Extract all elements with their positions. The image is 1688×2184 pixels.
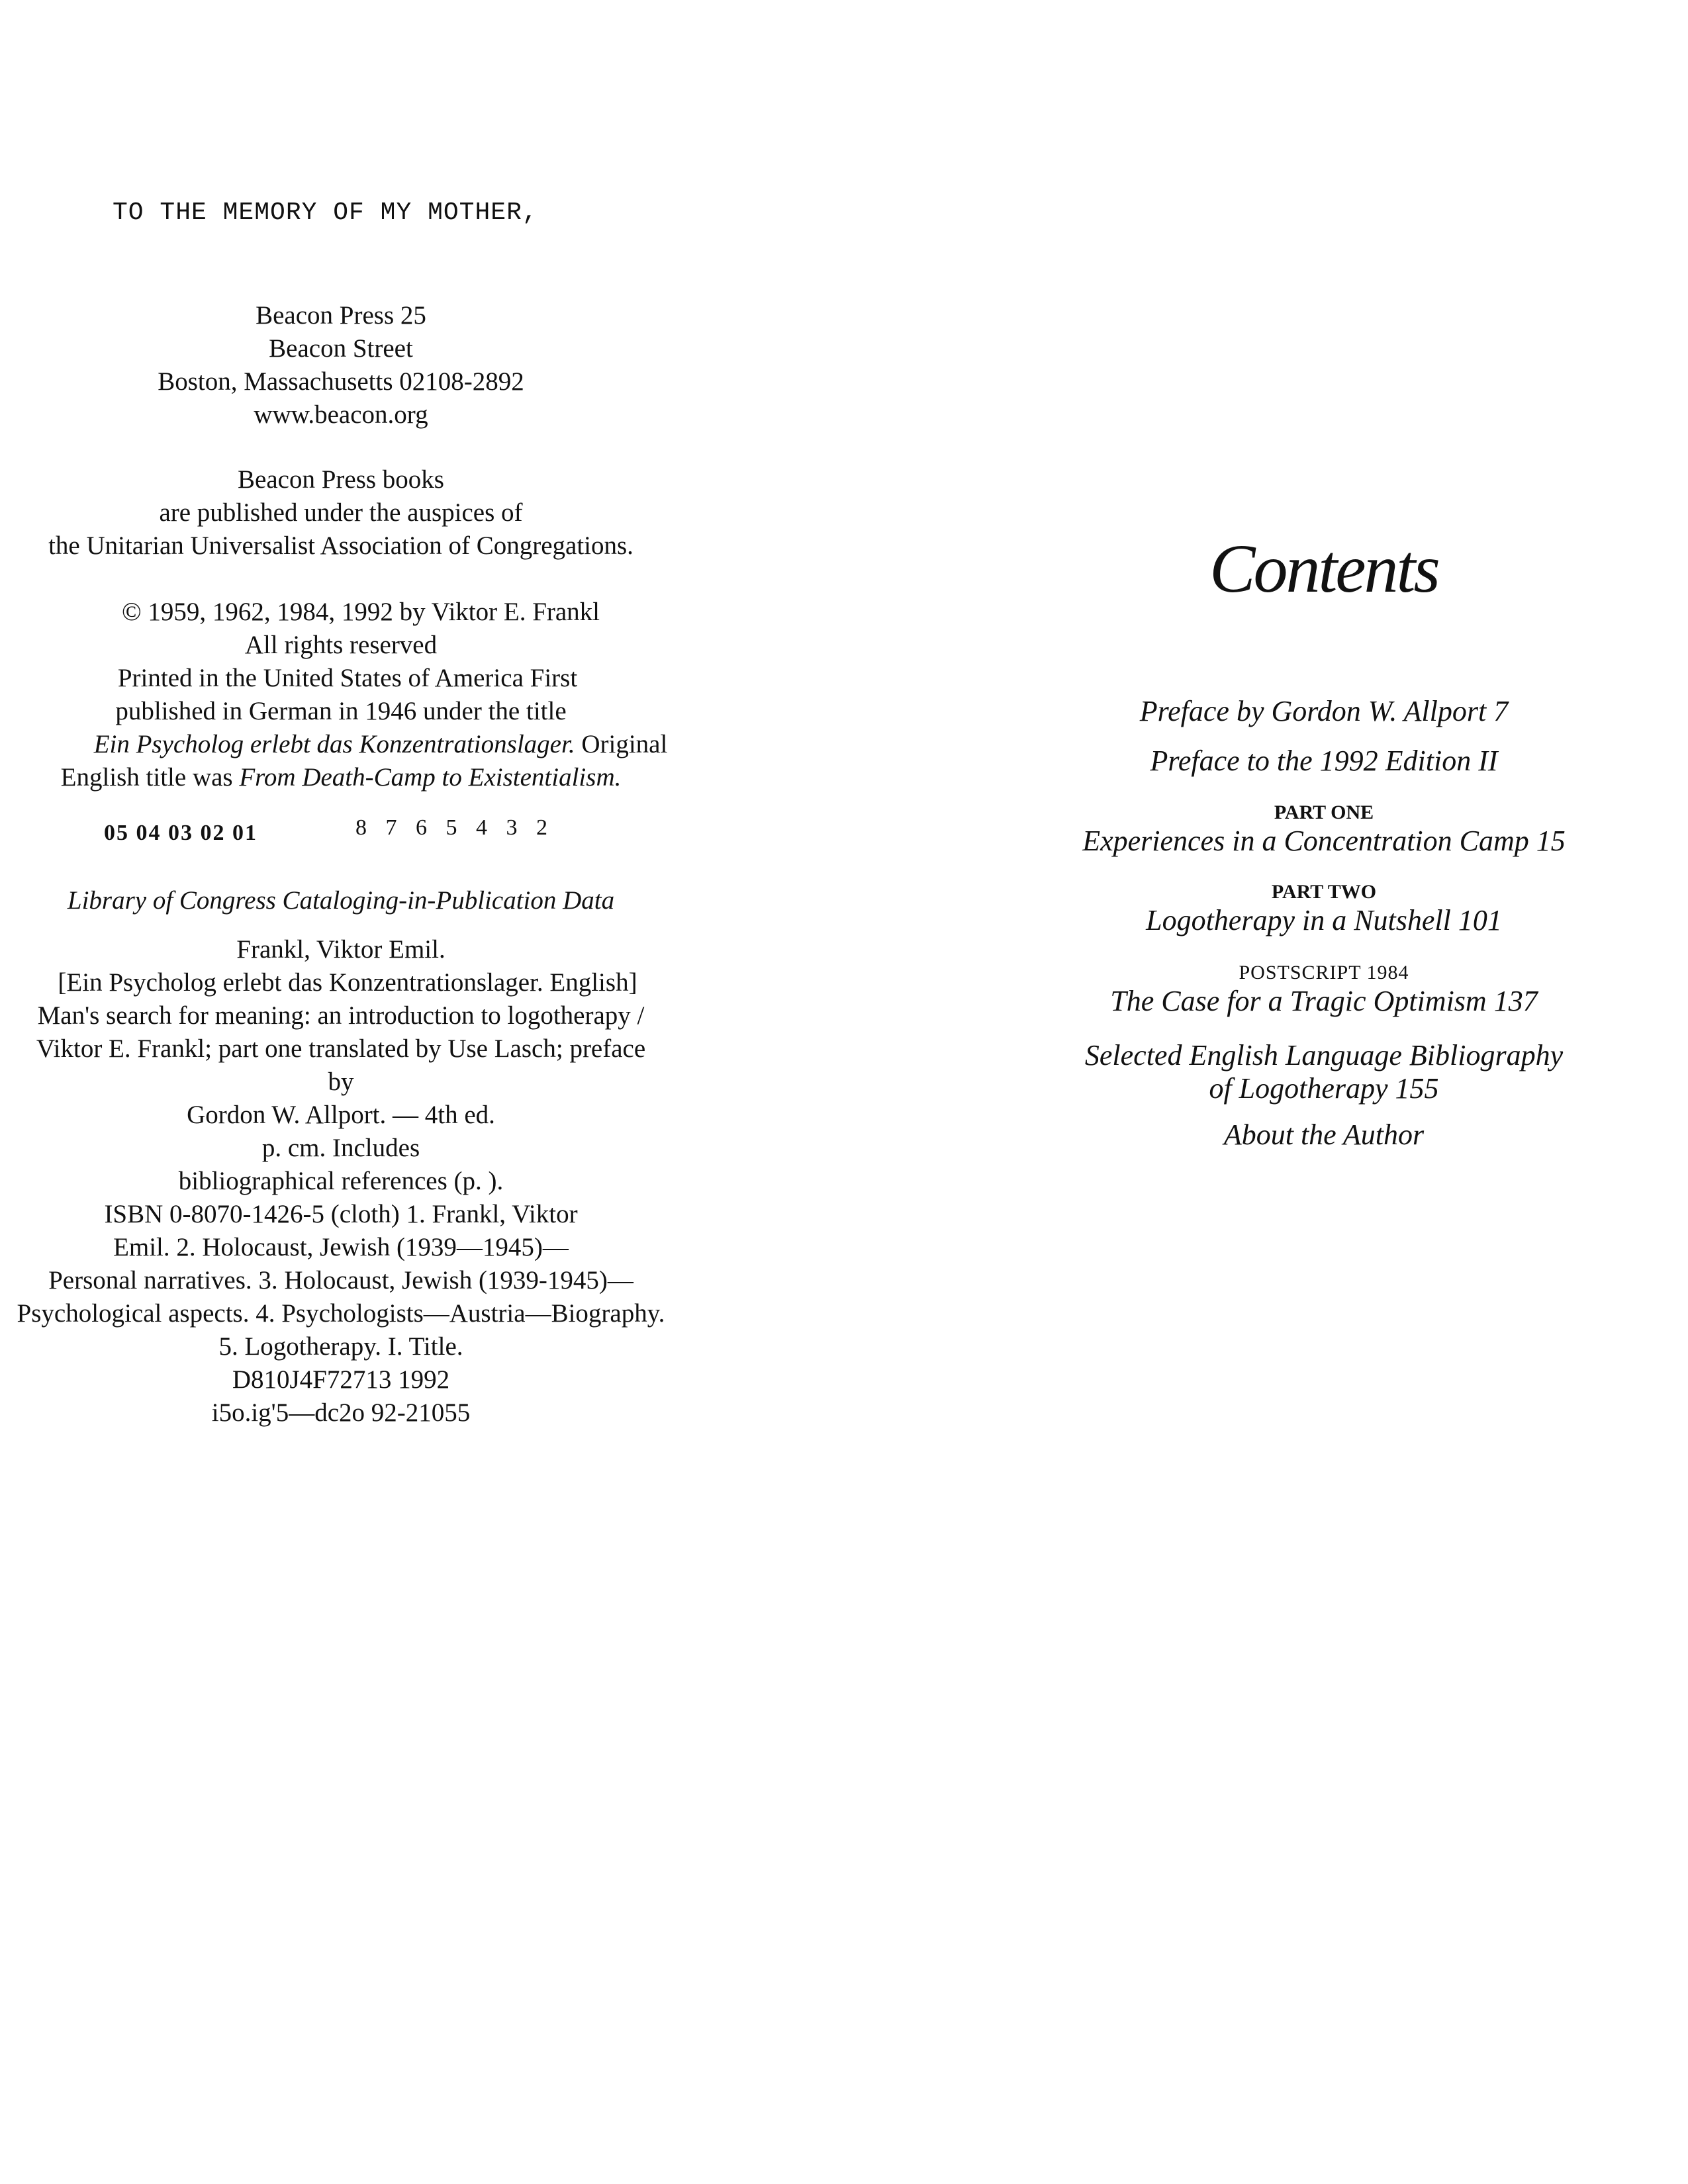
toc-entry-text: Preface to the 1992 Edition II — [1150, 745, 1498, 777]
copyright-line: © 1959, 1962, 1984, 1992 by Viktor E. Frankl — [121, 598, 600, 626]
printing-numbers: 8 7 6 5 4 3 2 — [355, 815, 554, 840]
toc-part-label: PART TWO — [1271, 881, 1377, 903]
toc-entry-text: About the Author — [1223, 1118, 1425, 1151]
original-english-title: From Death-Camp to Existentialism. — [239, 763, 622, 792]
contents-title: Contents — [1209, 531, 1438, 607]
toc-entry-text: of Logotherapy 155 — [1209, 1072, 1439, 1105]
toc-entry-text: Selected English Language Bibliography — [1084, 1039, 1564, 1071]
publisher-line: Beacon Street — [269, 334, 413, 363]
auspices-line: are published under the auspices of — [159, 498, 523, 527]
toc-entry-text: The Case for a Tragic Optimism 137 — [1110, 985, 1538, 1017]
publisher-line: Boston, Massachusetts 02108-2892 — [158, 367, 524, 396]
toc-entry-preface-1992 — [993, 745, 1655, 778]
cip-data — [0, 933, 682, 1430]
cip-line: bibliographical references (p. ). — [178, 1167, 504, 1195]
copyright-line — [0, 761, 682, 794]
cip-line: Personal narratives. 3. Holocaust, Jewish (1939-1945)— — [48, 1266, 633, 1295]
cip-line: Emil. 2. Holocaust, Jewish (1939—1945)— — [113, 1233, 569, 1261]
copyright-line: All rights reserved — [244, 631, 438, 659]
toc-entry-text: Experiences in a Concentration Camp 15 — [1082, 825, 1566, 857]
cip-line: Frankl, Viktor Emil. — [236, 935, 445, 964]
cip-line: by — [328, 1068, 354, 1096]
dedication: TO THE MEMORY OF MY MOTHER, — [113, 199, 538, 227]
printing-line — [104, 815, 554, 846]
copyright-line-text: English title was — [60, 763, 240, 792]
publisher-line: Beacon Press 25 — [256, 301, 426, 330]
printing-years: 05 04 03 02 01 — [104, 821, 258, 845]
toc-entry-postscript — [993, 961, 1655, 1018]
cip-line: ISBN 0-8070-1426-5 (cloth) 1. Frankl, Viktor — [104, 1200, 578, 1228]
auspices-line: Beacon Press books — [238, 465, 444, 494]
cip-line: D810J4F72713 1992 — [232, 1365, 450, 1394]
toc-entry-text: Logotherapy in a Nutshell 101 — [1146, 904, 1502, 936]
toc-part-label: POSTSCRIPT 1984 — [1239, 962, 1409, 983]
publisher-website: www.beacon.org — [254, 400, 428, 429]
cip-line: [Ein Psycholog erlebt das Konzentrationslager. English] — [58, 968, 637, 997]
toc-part-label: PART ONE — [1274, 801, 1374, 823]
copyright-line — [0, 728, 682, 761]
cip-line: i5o.ig'5—dc2o 92-21055 — [211, 1398, 471, 1427]
cip-line: Man's search for meaning: an introduction to logotherapy / — [37, 1001, 645, 1030]
cip-line: Gordon W. Allport. — 4th ed. — [187, 1101, 495, 1129]
copyright-line-text: Original — [575, 730, 668, 758]
auspices-note — [0, 463, 682, 563]
original-german-title: Ein Psycholog erlebt das Konzentrationslager. — [93, 730, 575, 758]
toc-entry-about-author — [993, 1118, 1655, 1152]
toc-entry-bibliography — [993, 1039, 1655, 1105]
cip-line: p. cm. Includes — [261, 1134, 420, 1162]
toc-entry-part-one — [993, 801, 1655, 858]
cip-heading: Library of Congress Cataloging-in-Publication Data — [67, 886, 615, 915]
cip-line: Viktor E. Frankl; part one translated by Use Lasch; preface — [36, 1034, 646, 1063]
toc-entry-part-two — [993, 880, 1655, 937]
copyright-line: published in German in 1946 under the title — [115, 697, 567, 725]
copyright-line: Printed in the United States of America First — [117, 664, 578, 692]
toc-entry-text: Preface by Gordon W. Allport 7 — [1139, 695, 1509, 727]
cip-line: 5. Logotherapy. I. Title. — [218, 1332, 463, 1361]
toc-entry-preface-allport — [993, 695, 1655, 728]
cip-line: Psychological aspects. 4. Psychologists—Austria—Biography. — [17, 1299, 665, 1328]
auspices-line: the Unitarian Universalist Association of Congregations. — [48, 531, 633, 560]
publisher-address — [0, 299, 682, 432]
copyright-notice — [0, 596, 682, 794]
